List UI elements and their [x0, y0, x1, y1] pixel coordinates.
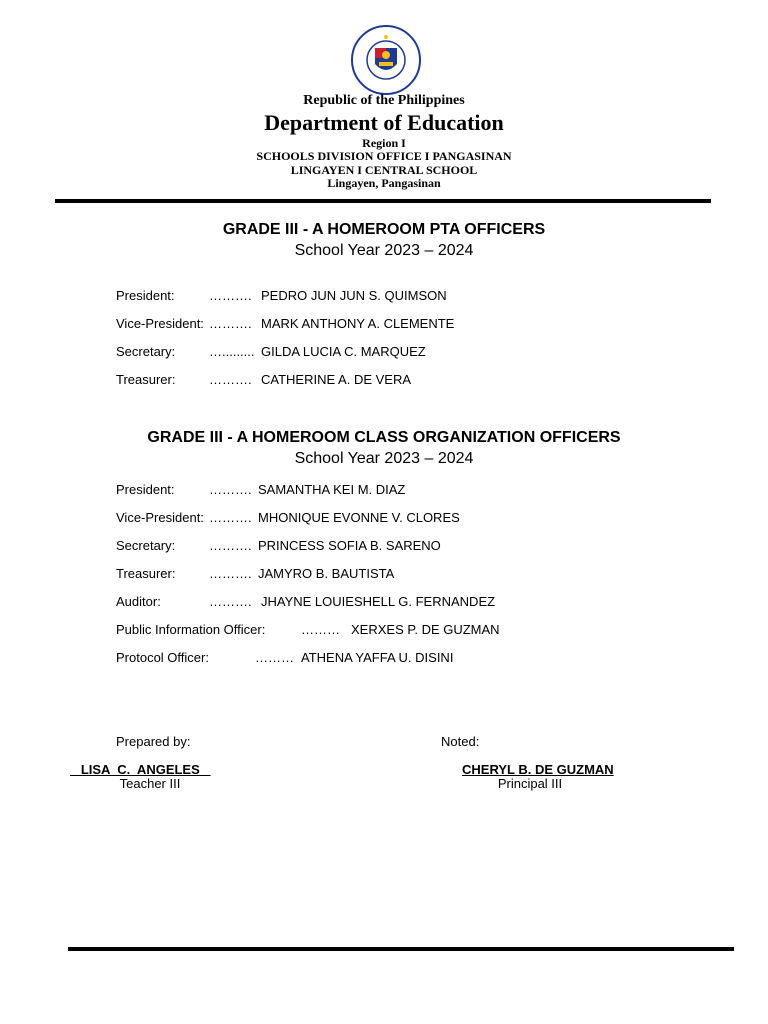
leader-dots: ……….: [209, 566, 252, 581]
officer-position: President:: [116, 288, 175, 303]
leader-dots: ………: [301, 622, 340, 637]
leader-dots: ……….: [209, 594, 252, 609]
officer-position: Vice-President:: [116, 510, 204, 525]
officer-position: Treasurer:: [116, 566, 176, 581]
officer-position: Secretary:: [116, 538, 176, 553]
leader-dots: ……….: [209, 316, 252, 331]
noted-by-name: CHERYL B. DE GUZMAN: [462, 762, 614, 777]
officer-name: ATHENA YAFFA U. DISINI: [301, 650, 454, 665]
officer-name: MHONIQUE EVONNE V. CLORES: [258, 510, 460, 525]
officer-position: Treasurer:: [116, 372, 176, 387]
location-line: Lingayen, Pangasinan: [327, 176, 441, 190]
officer-name: PEDRO JUN JUN S. QUIMSON: [261, 288, 447, 303]
leader-dots: ……….: [209, 372, 252, 387]
leader-dots: ……….: [209, 482, 252, 497]
region-line: Region I: [362, 136, 406, 150]
class-org-title: GRADE III - A HOMEROOM CLASS ORGANIZATION OFFICERS: [147, 429, 621, 446]
officer-position: Public Information Officer:: [116, 622, 266, 637]
department-name: Department of Education: [264, 110, 504, 135]
prepared-by-label: Prepared by:: [116, 734, 191, 749]
officer-position: Protocol Officer:: [116, 650, 209, 665]
leader-dots: ….........: [209, 344, 255, 359]
officer-position: President:: [116, 482, 175, 497]
officer-name: XERXES P. DE GUZMAN: [351, 622, 500, 637]
officer-position: Vice-President:: [116, 316, 204, 331]
prepared-by-title: Teacher III: [119, 776, 181, 791]
pta-title: GRADE III - A HOMEROOM PTA OFFICERS: [222, 221, 546, 238]
footer-divider: [68, 947, 734, 951]
noted-label: Noted:: [441, 734, 480, 749]
leader-dots: ……….: [209, 288, 252, 303]
prepared-by-name: LISA C. ANGELES: [70, 762, 211, 777]
class-org-school-year: School Year 2023 – 2024: [294, 450, 474, 467]
officer-position: Auditor:: [116, 594, 161, 609]
officer-position: Secretary:: [116, 344, 176, 359]
officer-name: SAMANTHA KEI M. DIAZ: [258, 482, 406, 497]
republic-line: Republic of the Philippines: [303, 93, 465, 108]
pta-school-year: School Year 2023 – 2024: [294, 242, 474, 259]
officer-name: JHAYNE LOUIESHELL G. FERNANDEZ: [261, 594, 496, 609]
school-line: LINGAYEN I CENTRAL SCHOOL: [290, 163, 478, 177]
division-line: SCHOOLS DIVISION OFFICE I PANGASINAN: [256, 149, 512, 163]
leader-dots: ……….: [209, 538, 252, 553]
deped-seal: [349, 24, 423, 96]
officer-name: JAMYRO B. BAUTISTA: [258, 566, 395, 581]
leader-dots: ………: [255, 650, 294, 665]
officer-name: CATHERINE A. DE VERA: [261, 372, 412, 387]
officer-name: PRINCESS SOFIA B. SARENO: [258, 538, 441, 553]
officer-name: GILDA LUCIA C. MARQUEZ: [261, 344, 426, 359]
leader-dots: ……….: [209, 510, 252, 525]
noted-by-title: Principal III: [497, 776, 563, 791]
officer-name: MARK ANTHONY A. CLEMENTE: [261, 316, 455, 331]
header-divider: [55, 199, 711, 203]
